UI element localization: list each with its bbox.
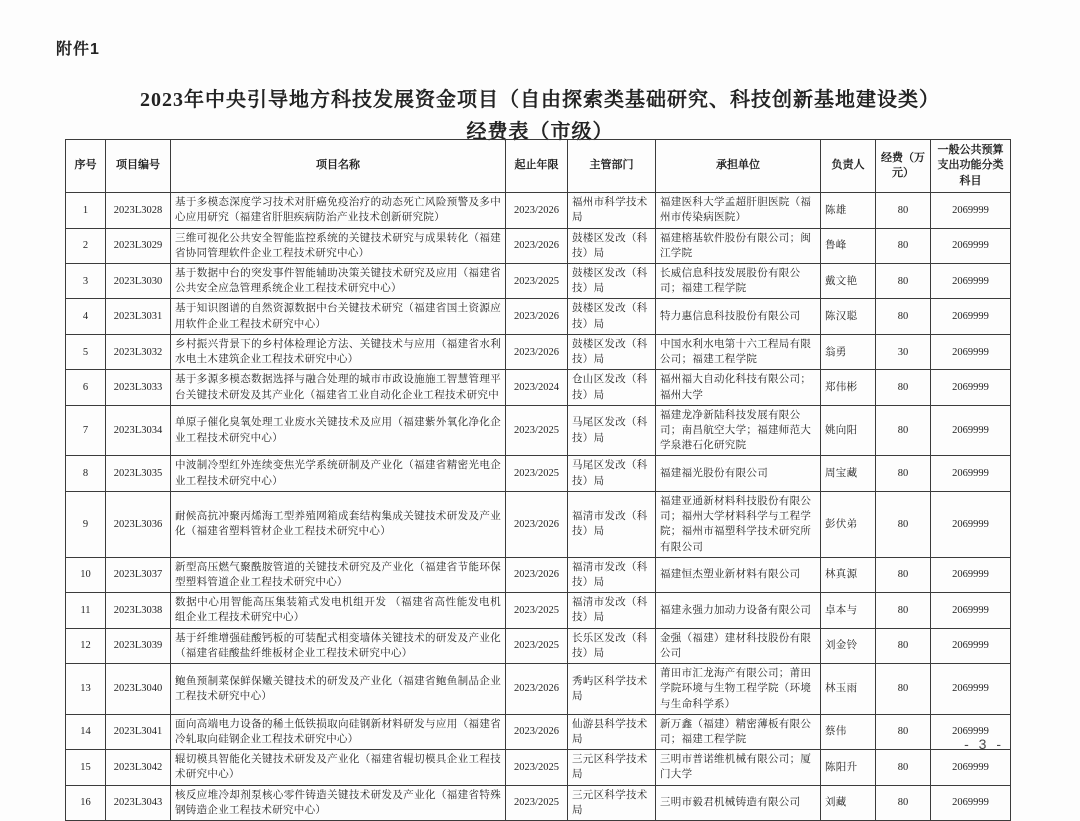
table-cell: 蔡伟 — [821, 714, 876, 749]
header-cell: 承担单位 — [656, 140, 821, 193]
table-cell: 仙游县科学技术局 — [568, 714, 656, 749]
header-cell: 主管部门 — [568, 140, 656, 193]
table-row — [66, 785, 1011, 820]
table-cell: 10 — [66, 557, 106, 592]
table-cell: 14 — [66, 714, 106, 749]
header-cell: 经费（万元） — [876, 140, 931, 193]
table-cell: 卓本与 — [821, 593, 876, 628]
table-cell: 80 — [876, 193, 931, 228]
attachment-label: 附件1 — [56, 41, 100, 58]
table-cell: 80 — [876, 664, 931, 715]
table-cell: 16 — [66, 785, 106, 820]
table-cell: 80 — [876, 628, 931, 663]
table-cell: 2 — [66, 228, 106, 263]
table-cell: 2023L3043 — [106, 785, 171, 820]
table-cell: 2023L3042 — [106, 750, 171, 785]
table-cell: 三元区科学技术局 — [568, 785, 656, 820]
page-number: - 3 - — [964, 736, 1004, 752]
table-cell: 福建龙净新陆科技发展有限公司；南昌航空大学；福建师范大学泉港石化研究院 — [656, 405, 821, 456]
table-cell: 2023L3033 — [106, 370, 171, 405]
table-cell: 莆田市汇龙海产有限公司；莆田学院环境与生物工程学院（环境与生命科学系） — [656, 664, 821, 715]
table-cell: 2023/2026 — [506, 299, 568, 334]
table-cell: 单原子催化臭氧处理工业废水关键技术及应用（福建紫外氧化净化企业工程技术研究中心） — [171, 405, 506, 456]
table-cell: 鼓楼区发改（科技）局 — [568, 228, 656, 263]
table-cell: 80 — [876, 491, 931, 557]
table-cell: 2023/2026 — [506, 228, 568, 263]
table-cell: 15 — [66, 750, 106, 785]
table-cell: 周宝藏 — [821, 456, 876, 491]
table-cell: 2023L3036 — [106, 491, 171, 557]
table-cell: 福建福光股份有限公司 — [656, 456, 821, 491]
table-cell: 2023L3031 — [106, 299, 171, 334]
table-cell: 2069999 — [931, 491, 1011, 557]
table-cell: 5 — [66, 334, 106, 369]
table-cell: 2023L3041 — [106, 714, 171, 749]
table-cell: 2023L3040 — [106, 664, 171, 715]
table-cell: 80 — [876, 557, 931, 592]
table-cell: 6 — [66, 370, 106, 405]
table-cell: 7 — [66, 405, 106, 456]
table-cell: 2023L3038 — [106, 593, 171, 628]
table-cell: 2023L3039 — [106, 628, 171, 663]
table-cell: 鼓楼区发改（科技）局 — [568, 264, 656, 299]
table-row — [66, 593, 1011, 628]
table-row — [66, 299, 1011, 334]
table-cell: 8 — [66, 456, 106, 491]
table-cell: 郑伟彬 — [821, 370, 876, 405]
table-cell: 80 — [876, 405, 931, 456]
table-cell: 13 — [66, 664, 106, 715]
table-cell: 2023/2026 — [506, 714, 568, 749]
table-cell: 2023L3029 — [106, 228, 171, 263]
table-cell: 秀屿区科学技术局 — [568, 664, 656, 715]
table-cell: 4 — [66, 299, 106, 334]
table-cell: 马尾区发改（科技）局 — [568, 405, 656, 456]
page-title-line2: 经费表（市级） — [466, 121, 614, 143]
table-cell: 基于数据中台的突发事件智能辅助决策关键技术研究及应用（福建省公共安全应急管理系统企业工程技术研究中心） — [171, 264, 506, 299]
table-row — [66, 456, 1011, 491]
funding-table-body — [66, 193, 1011, 821]
table-cell: 11 — [66, 593, 106, 628]
table-cell: 2023L3035 — [106, 456, 171, 491]
table-cell: 戴文艳 — [821, 264, 876, 299]
table-cell: 福清市发改（科技）局 — [568, 491, 656, 557]
funding-table — [65, 139, 1011, 821]
header-cell: 项目名称 — [171, 140, 506, 193]
table-cell: 2069999 — [931, 557, 1011, 592]
table-cell: 30 — [876, 334, 931, 369]
table-cell: 福清市发改（科技）局 — [568, 557, 656, 592]
table-cell: 1 — [66, 193, 106, 228]
table-cell: 林玉雨 — [821, 664, 876, 715]
table-cell: 2069999 — [931, 593, 1011, 628]
table-row — [66, 228, 1011, 263]
header-cell: 一般公共预算支出功能分类科目 — [931, 140, 1011, 193]
table-cell: 2023/2026 — [506, 193, 568, 228]
table-cell: 福州市科学技术局 — [568, 193, 656, 228]
table-cell: 2023/2026 — [506, 491, 568, 557]
table-cell: 福清市发改（科技）局 — [568, 593, 656, 628]
table-cell: 2023/2025 — [506, 750, 568, 785]
table-cell: 陈雄 — [821, 193, 876, 228]
table-cell: 2023L3034 — [106, 405, 171, 456]
header-cell: 起止年限 — [506, 140, 568, 193]
table-cell: 80 — [876, 264, 931, 299]
table-row — [66, 193, 1011, 228]
table-cell: 新万鑫（福建）精密薄板有限公司；福建工程学院 — [656, 714, 821, 749]
table-cell: 特力惠信息科技股份有限公司 — [656, 299, 821, 334]
table-cell: 长乐区发改（科技）局 — [568, 628, 656, 663]
funding-table-head — [66, 140, 1011, 193]
table-cell: 2023/2026 — [506, 334, 568, 369]
table-cell: 2069999 — [931, 193, 1011, 228]
table-cell: 刘金铃 — [821, 628, 876, 663]
table-cell: 福建榕基软件股份有限公司；闽江学院 — [656, 228, 821, 263]
table-row — [66, 264, 1011, 299]
table-cell: 翁勇 — [821, 334, 876, 369]
table-cell: 80 — [876, 593, 931, 628]
table-cell: 面向高端电力设备的稀土低铁损取向硅钢新材料研发与应用（福建省冷轧取向硅钢企业工程技术研究中心） — [171, 714, 506, 749]
table-cell: 2023/2025 — [506, 264, 568, 299]
table-cell: 2069999 — [931, 750, 1011, 785]
table-row — [66, 557, 1011, 592]
table-cell: 3 — [66, 264, 106, 299]
table-cell: 数据中心用智能高压集装箱式发电机组开发 （福建省高性能发电机组企业工程技术研究中心） — [171, 593, 506, 628]
table-cell: 刘藏 — [821, 785, 876, 820]
table-cell: 福建医科大学孟超肝胆医院（福州市传染病医院） — [656, 193, 821, 228]
table-cell: 2069999 — [931, 228, 1011, 263]
table-cell: 彭伏弟 — [821, 491, 876, 557]
table-cell: 长威信息科技发展股份有限公司；福建工程学院 — [656, 264, 821, 299]
table-cell: 2023/2026 — [506, 664, 568, 715]
table-cell: 马尾区发改（科技）局 — [568, 456, 656, 491]
table-cell: 金强（福建）建材科技股份有限公司 — [656, 628, 821, 663]
table-cell: 三明市毅君机械铸造有限公司 — [656, 785, 821, 820]
page-title-line1: 2023年中央引导地方科技发展资金项目（自由探索类基础研究、科技创新基地建设类） — [140, 89, 940, 111]
header-cell: 项目编号 — [106, 140, 171, 193]
table-cell: 9 — [66, 491, 106, 557]
table-row — [66, 750, 1011, 785]
table-cell: 2023L3037 — [106, 557, 171, 592]
table-cell: 2023L3030 — [106, 264, 171, 299]
table-cell: 基于知识图谱的自然资源数据中台关键技术研究（福建省国土资源应用软件企业工程技术研究中心） — [171, 299, 506, 334]
table-cell: 2069999 — [931, 628, 1011, 663]
header-row — [66, 140, 1011, 193]
table-cell: 陈汉聪 — [821, 299, 876, 334]
table-cell: 仓山区发改（科技）局 — [568, 370, 656, 405]
table-cell: 2069999 — [931, 664, 1011, 715]
table-cell: 2069999 — [931, 714, 1011, 749]
table-row — [66, 370, 1011, 405]
table-cell: 鼓楼区发改（科技）局 — [568, 334, 656, 369]
table-cell: 80 — [876, 750, 931, 785]
table-cell: 鲁峰 — [821, 228, 876, 263]
table-cell: 2023/2025 — [506, 405, 568, 456]
table-cell: 三元区科学技术局 — [568, 750, 656, 785]
table-cell: 陈阳升 — [821, 750, 876, 785]
table-cell: 2069999 — [931, 370, 1011, 405]
table-cell: 2023/2025 — [506, 456, 568, 491]
table-cell: 核反应堆冷却剂泵核心零件铸造关键技术研发及产业化（福建省特殊钢铸造企业工程技术研究中心） — [171, 785, 506, 820]
table-cell: 林真源 — [821, 557, 876, 592]
table-cell: 姚向阳 — [821, 405, 876, 456]
table-cell: 2023/2025 — [506, 628, 568, 663]
table-cell: 基于纤维增强硅酸钙板的可装配式相变墙体关键技术的研发及产业化（福建省硅酸盐纤维板材企业工程技术研究中心） — [171, 628, 506, 663]
table-cell: 2069999 — [931, 405, 1011, 456]
table-cell: 2023L3032 — [106, 334, 171, 369]
table-row — [66, 334, 1011, 369]
table-cell: 福建恒杰塑业新材料有限公司 — [656, 557, 821, 592]
table-cell: 2069999 — [931, 264, 1011, 299]
table-cell: 中国水利水电第十六工程局有限公司；福建工程学院 — [656, 334, 821, 369]
table-cell: 80 — [876, 370, 931, 405]
table-cell: 2069999 — [931, 456, 1011, 491]
table-cell: 80 — [876, 228, 931, 263]
table-cell: 鲍鱼预制菜保鲜保嫩关键技术的研发及产业化（福建省鲍鱼制品企业工程技术研究中心） — [171, 664, 506, 715]
table-cell: 辊切模具智能化关键技术研发及产业化（福建省辊切模具企业工程技术研究中心） — [171, 750, 506, 785]
table-row — [66, 491, 1011, 557]
table-cell: 2069999 — [931, 334, 1011, 369]
header-cell: 序号 — [66, 140, 106, 193]
table-cell: 2023/2026 — [506, 557, 568, 592]
table-cell: 80 — [876, 299, 931, 334]
table-row — [66, 714, 1011, 749]
table-row — [66, 405, 1011, 456]
table-cell: 80 — [876, 785, 931, 820]
table-cell: 80 — [876, 714, 931, 749]
table-cell: 2069999 — [931, 299, 1011, 334]
table-cell: 2069999 — [931, 785, 1011, 820]
table-cell: 80 — [876, 456, 931, 491]
table-cell: 2023/2024 — [506, 370, 568, 405]
table-cell: 福建亚通新材料科技股份有限公司；福州大学材料科学与工程学院；福州市福塑科学技术研究所有限公司 — [656, 491, 821, 557]
table-cell: 中波制冷型红外连续变焦光学系统研制及产业化（福建省精密光电企业工程技术研究中心） — [171, 456, 506, 491]
table-cell: 鼓楼区发改（科技）局 — [568, 299, 656, 334]
table-cell: 2023/2025 — [506, 593, 568, 628]
header-cell: 负责人 — [821, 140, 876, 193]
table-row — [66, 628, 1011, 663]
table-cell: 基于多模态深度学习技术对肝癌免疫治疗的动态死亡风险预警及多中心应用研究（福建省肝胆疾病防治产业技术创新研究院） — [171, 193, 506, 228]
table-cell: 基于多源多模态数据选择与融合处理的城市市政设施施工智慧管理平台关键技术研发及其产业化（福建省工业自动化企业工程技术研究中 — [171, 370, 506, 405]
table-cell: 耐候高抗冲聚丙烯海工型养殖网箱成套结构集成关键技术研发及产业化（福建省塑料管材企业工程技术研究中心） — [171, 491, 506, 557]
table-cell: 新型高压燃气聚酰胺管道的关键技术研究及产业化（福建省节能环保型塑料管道企业工程技术研究中心） — [171, 557, 506, 592]
table-cell: 2023/2025 — [506, 785, 568, 820]
table-cell: 12 — [66, 628, 106, 663]
table-cell: 福州福大自动化科技有限公司；福州大学 — [656, 370, 821, 405]
table-cell: 三明市普诺维机械有限公司；厦门大学 — [656, 750, 821, 785]
table-cell: 2023L3028 — [106, 193, 171, 228]
table-cell: 福建永强力加动力设备有限公司 — [656, 593, 821, 628]
table-cell: 三维可视化公共安全智能监控系统的关键技术研究与成果转化（福建省协同管理软件企业工程技术研究中心） — [171, 228, 506, 263]
table-row — [66, 664, 1011, 715]
table-cell: 乡村振兴背景下的乡村体检理论方法、关键技术与应用（福建省水利水电土木建筑企业工程技术研究中心） — [171, 334, 506, 369]
